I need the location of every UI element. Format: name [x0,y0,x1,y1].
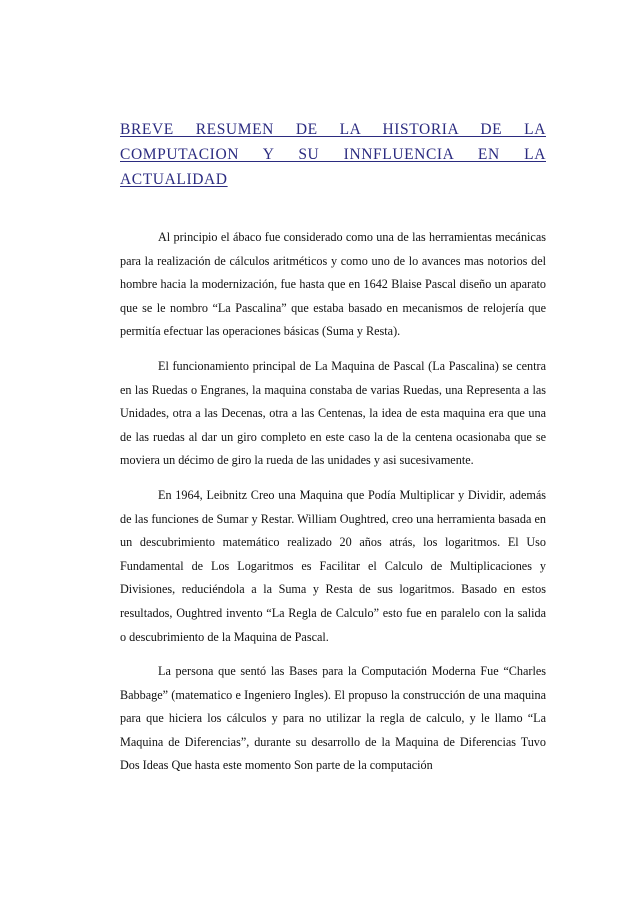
paragraph-funcionamiento-pascalina: El funcionamiento principal de La Maquina de Pascal (La Pascalina) se centra en las Ruedas o Engranes, la maquina constaba de varias Ruedas, una Representa a las Unidades, otra a las Decenas, otra a las Centenas, la idea de esta maquina era que una de las ruedas al dar un giro completo en este caso la de la centena ocasionaba que se moviera un décimo de giro la rueda de las unidades y asi sucesivamente. [120,358,546,468]
title-line-3: ACTUALIDAD [120,171,228,188]
document-body [120,226,546,778]
title-line-2: COMPUTACION Y SU INNFLUENCIA EN LA [120,146,546,163]
title-line-1: BREVE RESUMEN DE LA HISTORIA DE LA [120,121,546,138]
document-title [120,117,546,192]
paragraph-abaco-pascalina: Al principio el ábaco fue considerado como una de las herramientas mecánicas para la realización de cálculos aritméticos y como uno de lo avances mas notorios del hombre hacia la modernización, fue hasta que en 1642 Blaise Pascal diseño un aparato que se le nombro “La Pascalina” que estaba basado en mecanismos de relojería que permitía efectuar las operaciones básicas (Suma y Resta). [120,230,546,339]
paragraph-charles-babbage: La persona que sentó las Bases para la Computación Moderna Fue “Charles Babbage” (matematico e Ingeniero Ingles). El propuso la construcción de una maquina para que hiciera los cálculos y para no utilizar la regla de calculo, y le llamo “La Maquina de Diferencias”, durante su desarrollo de la Maquina de Diferencias Tuvo Dos Ideas Que hasta este momento Son parte de la computación [120,664,546,773]
paragraph-leibnitz-oughtred: En 1964, Leibnitz Creo una Maquina que Podía Multiplicar y Dividir, además de las funciones de Sumar y Restar. William Oughtred, creo una herramienta basada en un descubrimiento matemático realizado 20 años atrás, los logaritmos. El Uso Fundamental de Los Logaritmos es Facilitar el Calculo de Multiplicaciones y Divisiones, reduciéndola a la Suma y Resta de sus logaritmos. Basado en estos resultados, Oughtred invento “La Regla de Calculo” esto fue en paralelo con la salida o descubrimiento de la Maquina de Pascal. [120,487,546,644]
document-page [120,117,546,789]
